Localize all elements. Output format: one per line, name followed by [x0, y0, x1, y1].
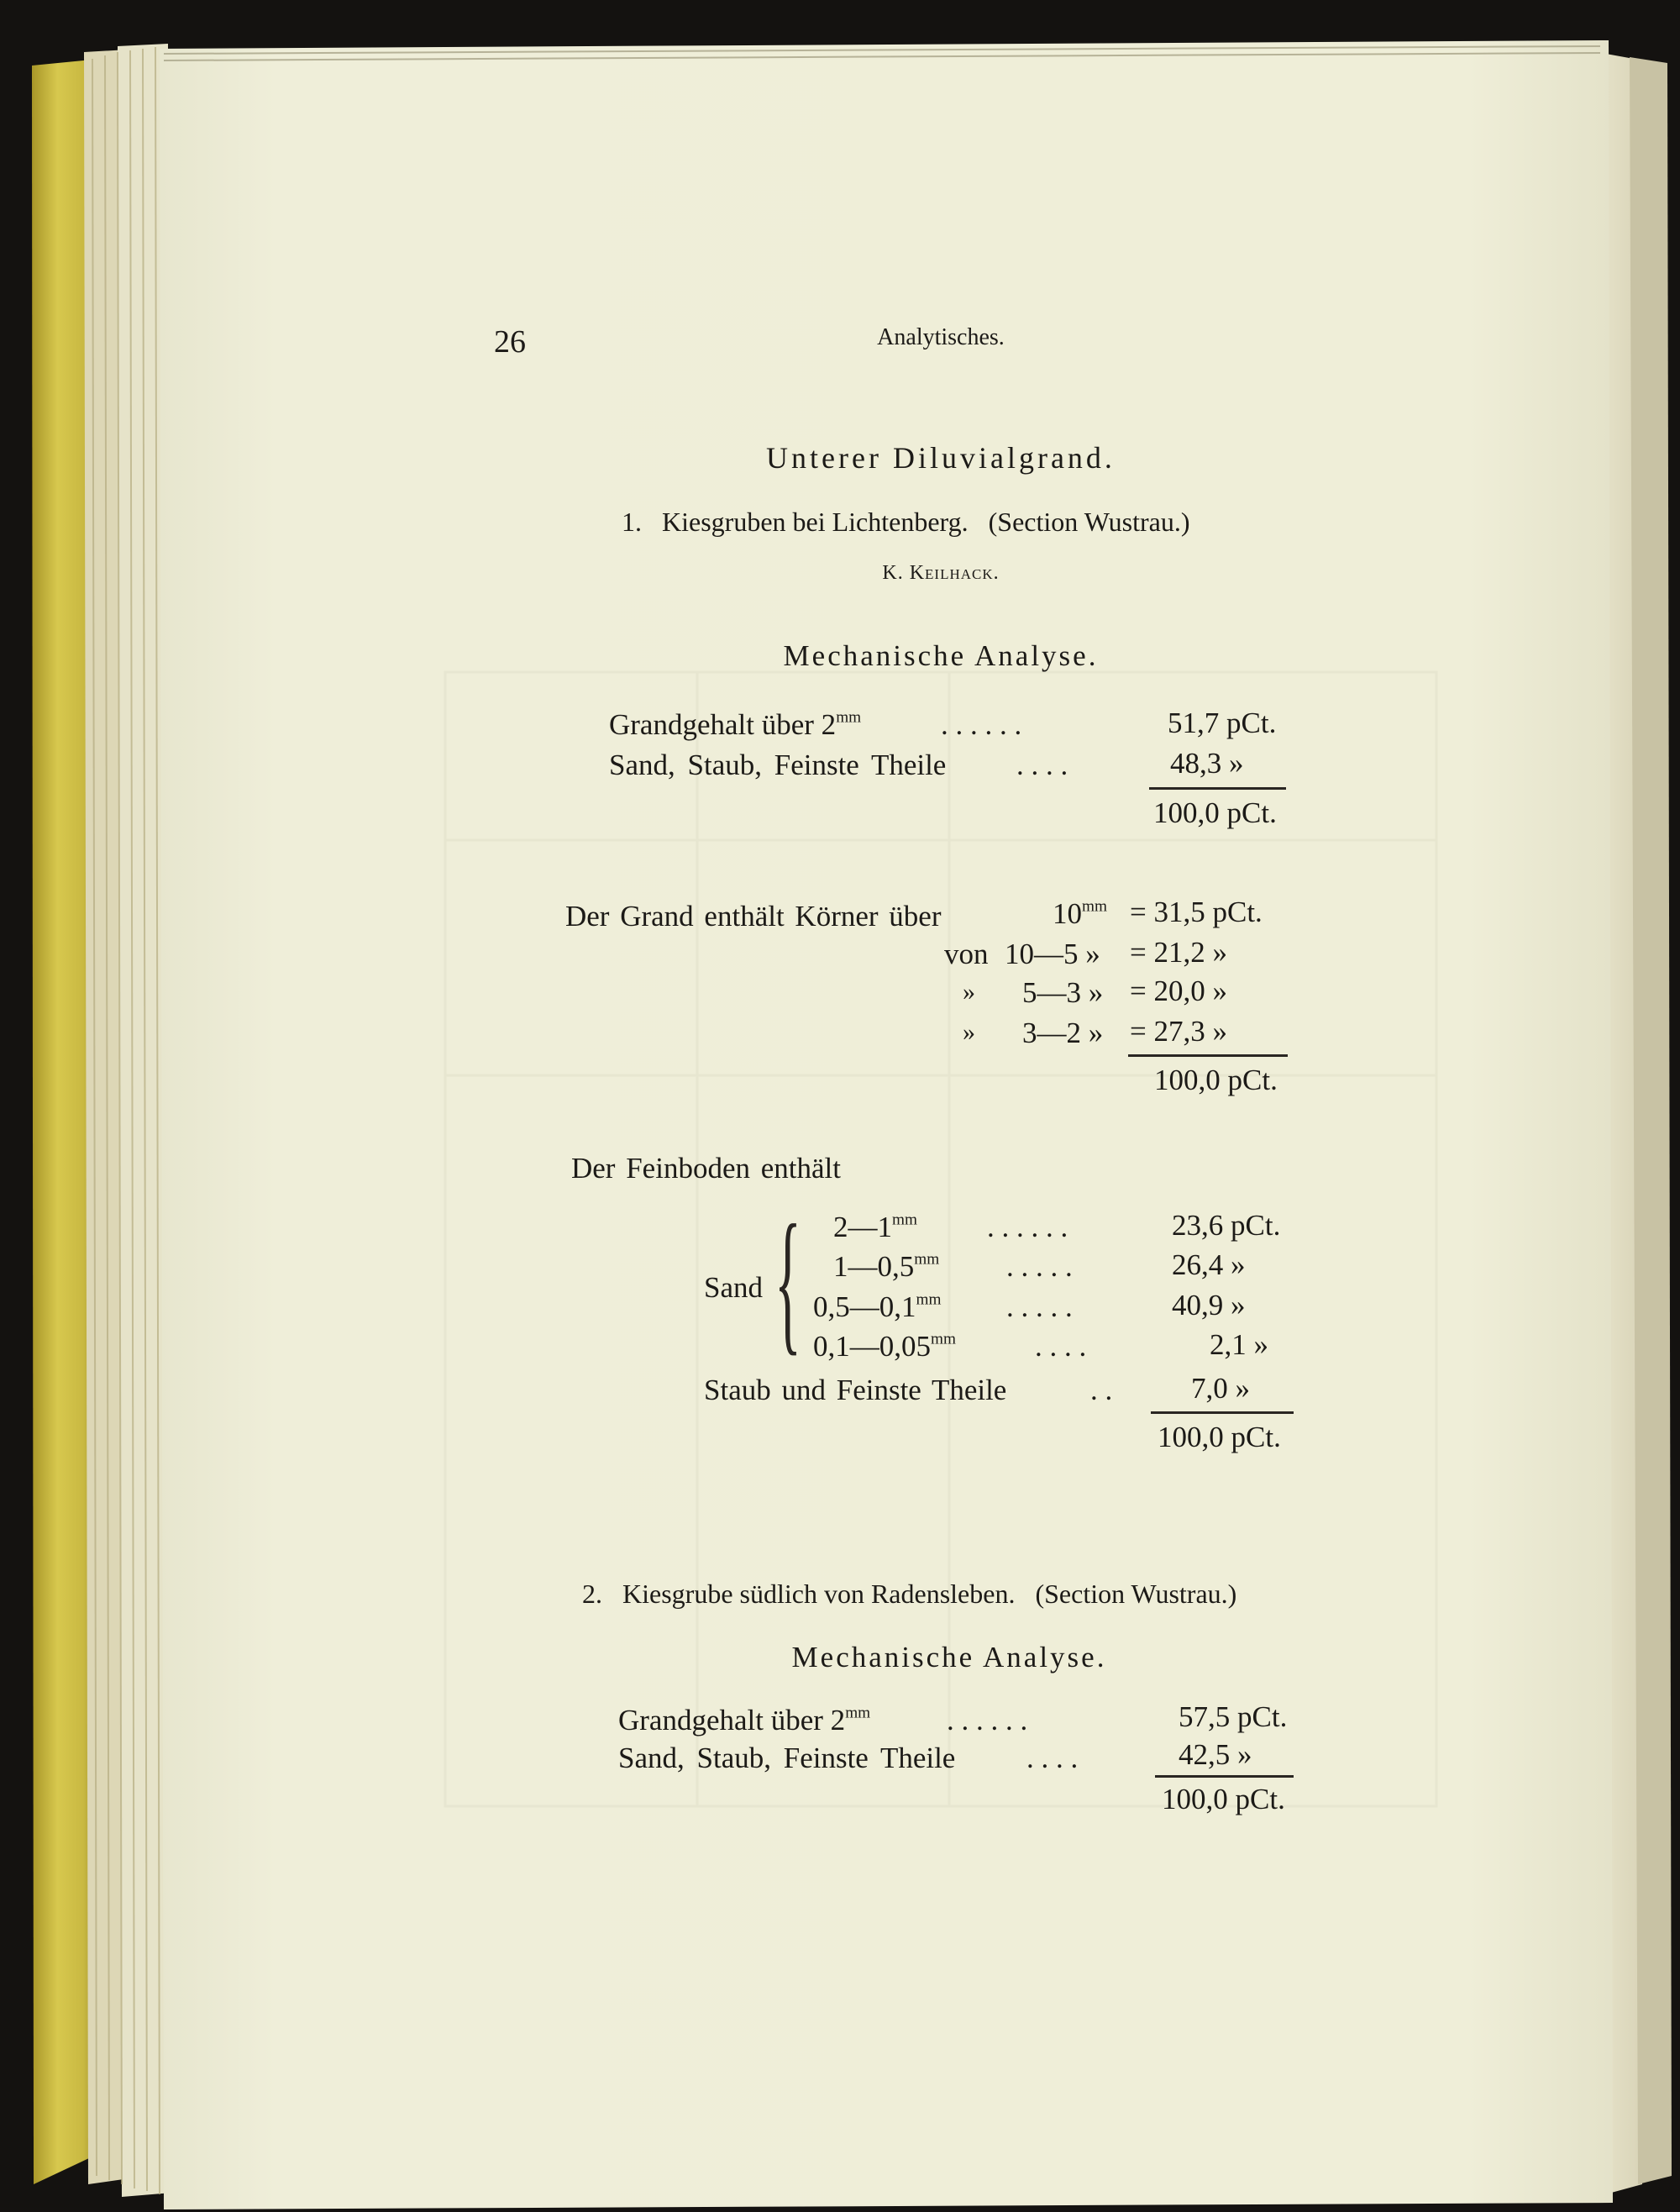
site2-number: 2.: [582, 1579, 602, 1609]
fine-sum-rule: [1151, 1411, 1294, 1414]
site2-section: (Section Wustrau.): [1035, 1579, 1237, 1609]
sand-row1-dots: . . . . . .: [987, 1211, 1068, 1243]
site2-name: Kiesgrube südlich von Radensleben.: [622, 1579, 1016, 1609]
grain-row3-range: 5—3 »: [1022, 976, 1104, 1009]
site2-heading: [582, 1580, 1236, 1607]
sand-row1-range: $2—1^{mm}$: [833, 1211, 917, 1243]
site1-row2-label: Sand, Staub, Feinste Theile: [609, 749, 947, 781]
fine-total: 100,0 pCt.: [1158, 1421, 1281, 1453]
site1-grain-intro: Der Grand enthält Körner über: [565, 900, 942, 933]
site1-row1-dots: . . . . . .: [941, 708, 1022, 741]
site2-row1-value: 57,5 pCt.: [1179, 1700, 1288, 1733]
dust-dots: . .: [1090, 1374, 1113, 1406]
sand-row4-dots: . . . .: [1035, 1330, 1087, 1363]
site2-analysis-heading: Mechanische Analyse.: [791, 1641, 1107, 1673]
site1-row2-dots: . . . .: [1016, 749, 1068, 781]
dust-value: 7,0 »: [1191, 1372, 1250, 1405]
sand-row4-value: 2,1 »: [1210, 1328, 1268, 1361]
site1-heading: [622, 508, 1189, 535]
grain-row2-range: 10—5 »: [1005, 938, 1100, 970]
site1-row1-label: Grandgehalt über $2^{mm}$: [609, 708, 862, 741]
site1-author: K. Keilhack.: [882, 562, 1000, 584]
section-title: Unterer Diluvialgrand.: [766, 441, 1116, 475]
site2-sum-rule: [1155, 1775, 1294, 1778]
site1-fine-intro: Der Feinboden enthält: [571, 1152, 841, 1185]
sand-brace: {: [774, 1193, 801, 1369]
dust-label: Staub und Feinste Theile: [704, 1374, 1007, 1406]
grain-row4-range: 3—2 »: [1022, 1017, 1104, 1049]
sand-label: Sand: [704, 1271, 763, 1304]
grain-row4-value: = 27,3 »: [1130, 1015, 1227, 1048]
sand-row3-value: 40,9 »: [1172, 1289, 1246, 1321]
site2-row1-dots: . . . . . .: [947, 1704, 1028, 1736]
site1-row1-value: 51,7 pCt.: [1168, 707, 1277, 739]
sand-row1-value: 23,6 pCt.: [1172, 1209, 1281, 1242]
site1-number: 1.: [622, 507, 642, 537]
grain-row2-prefix: von: [944, 938, 989, 970]
site1-sum-rule: [1149, 787, 1286, 790]
site2-row2-value: 42,5 »: [1179, 1738, 1252, 1771]
site1-row2-value: 48,3 »: [1170, 747, 1244, 780]
site1-row1-unit: mm: [836, 708, 862, 727]
grain-sum-rule: [1128, 1054, 1288, 1057]
sand-row2-value: 26,4 »: [1172, 1248, 1246, 1281]
grain-row3-value: = 20,0 »: [1130, 975, 1227, 1007]
grain-row1-value: = 31,5 pCt.: [1130, 896, 1263, 928]
site1-name: Kiesgruben bei Lichtenberg.: [662, 507, 969, 537]
site2-total: 100,0 pCt.: [1162, 1783, 1285, 1815]
site2-row2-label: Sand, Staub, Feinste Theile: [618, 1742, 956, 1774]
running-title: Analytisches.: [877, 324, 1005, 350]
grain-total: 100,0 pCt.: [1154, 1064, 1278, 1096]
site1-section: (Section Wustrau.): [988, 507, 1190, 537]
site1-total: 100,0 pCt.: [1153, 796, 1277, 829]
site1-analysis-heading: Mechanische Analyse.: [783, 639, 1099, 672]
sand-row3-dots: . . . . .: [1006, 1290, 1073, 1323]
grain-row1-range: $10^{mm}$: [1053, 897, 1107, 930]
sand-row2-range: $1—0,5^{mm}$: [833, 1250, 940, 1283]
site2-row1-label: Grandgehalt über $2^{mm}$: [618, 1704, 871, 1736]
sand-row3-range: $0,5—0,1^{mm}$: [813, 1290, 942, 1323]
page-number: 26: [494, 324, 526, 360]
sand-row4-range: $0,1—0,05^{mm}$: [813, 1330, 956, 1363]
grain-row3-prefix: »: [963, 978, 975, 1006]
site2-row2-dots: . . . .: [1026, 1742, 1079, 1774]
grain-row4-prefix: »: [963, 1018, 975, 1046]
sand-row2-dots: . . . . .: [1006, 1250, 1073, 1283]
grain-row2-value: = 21,2 »: [1130, 936, 1227, 969]
